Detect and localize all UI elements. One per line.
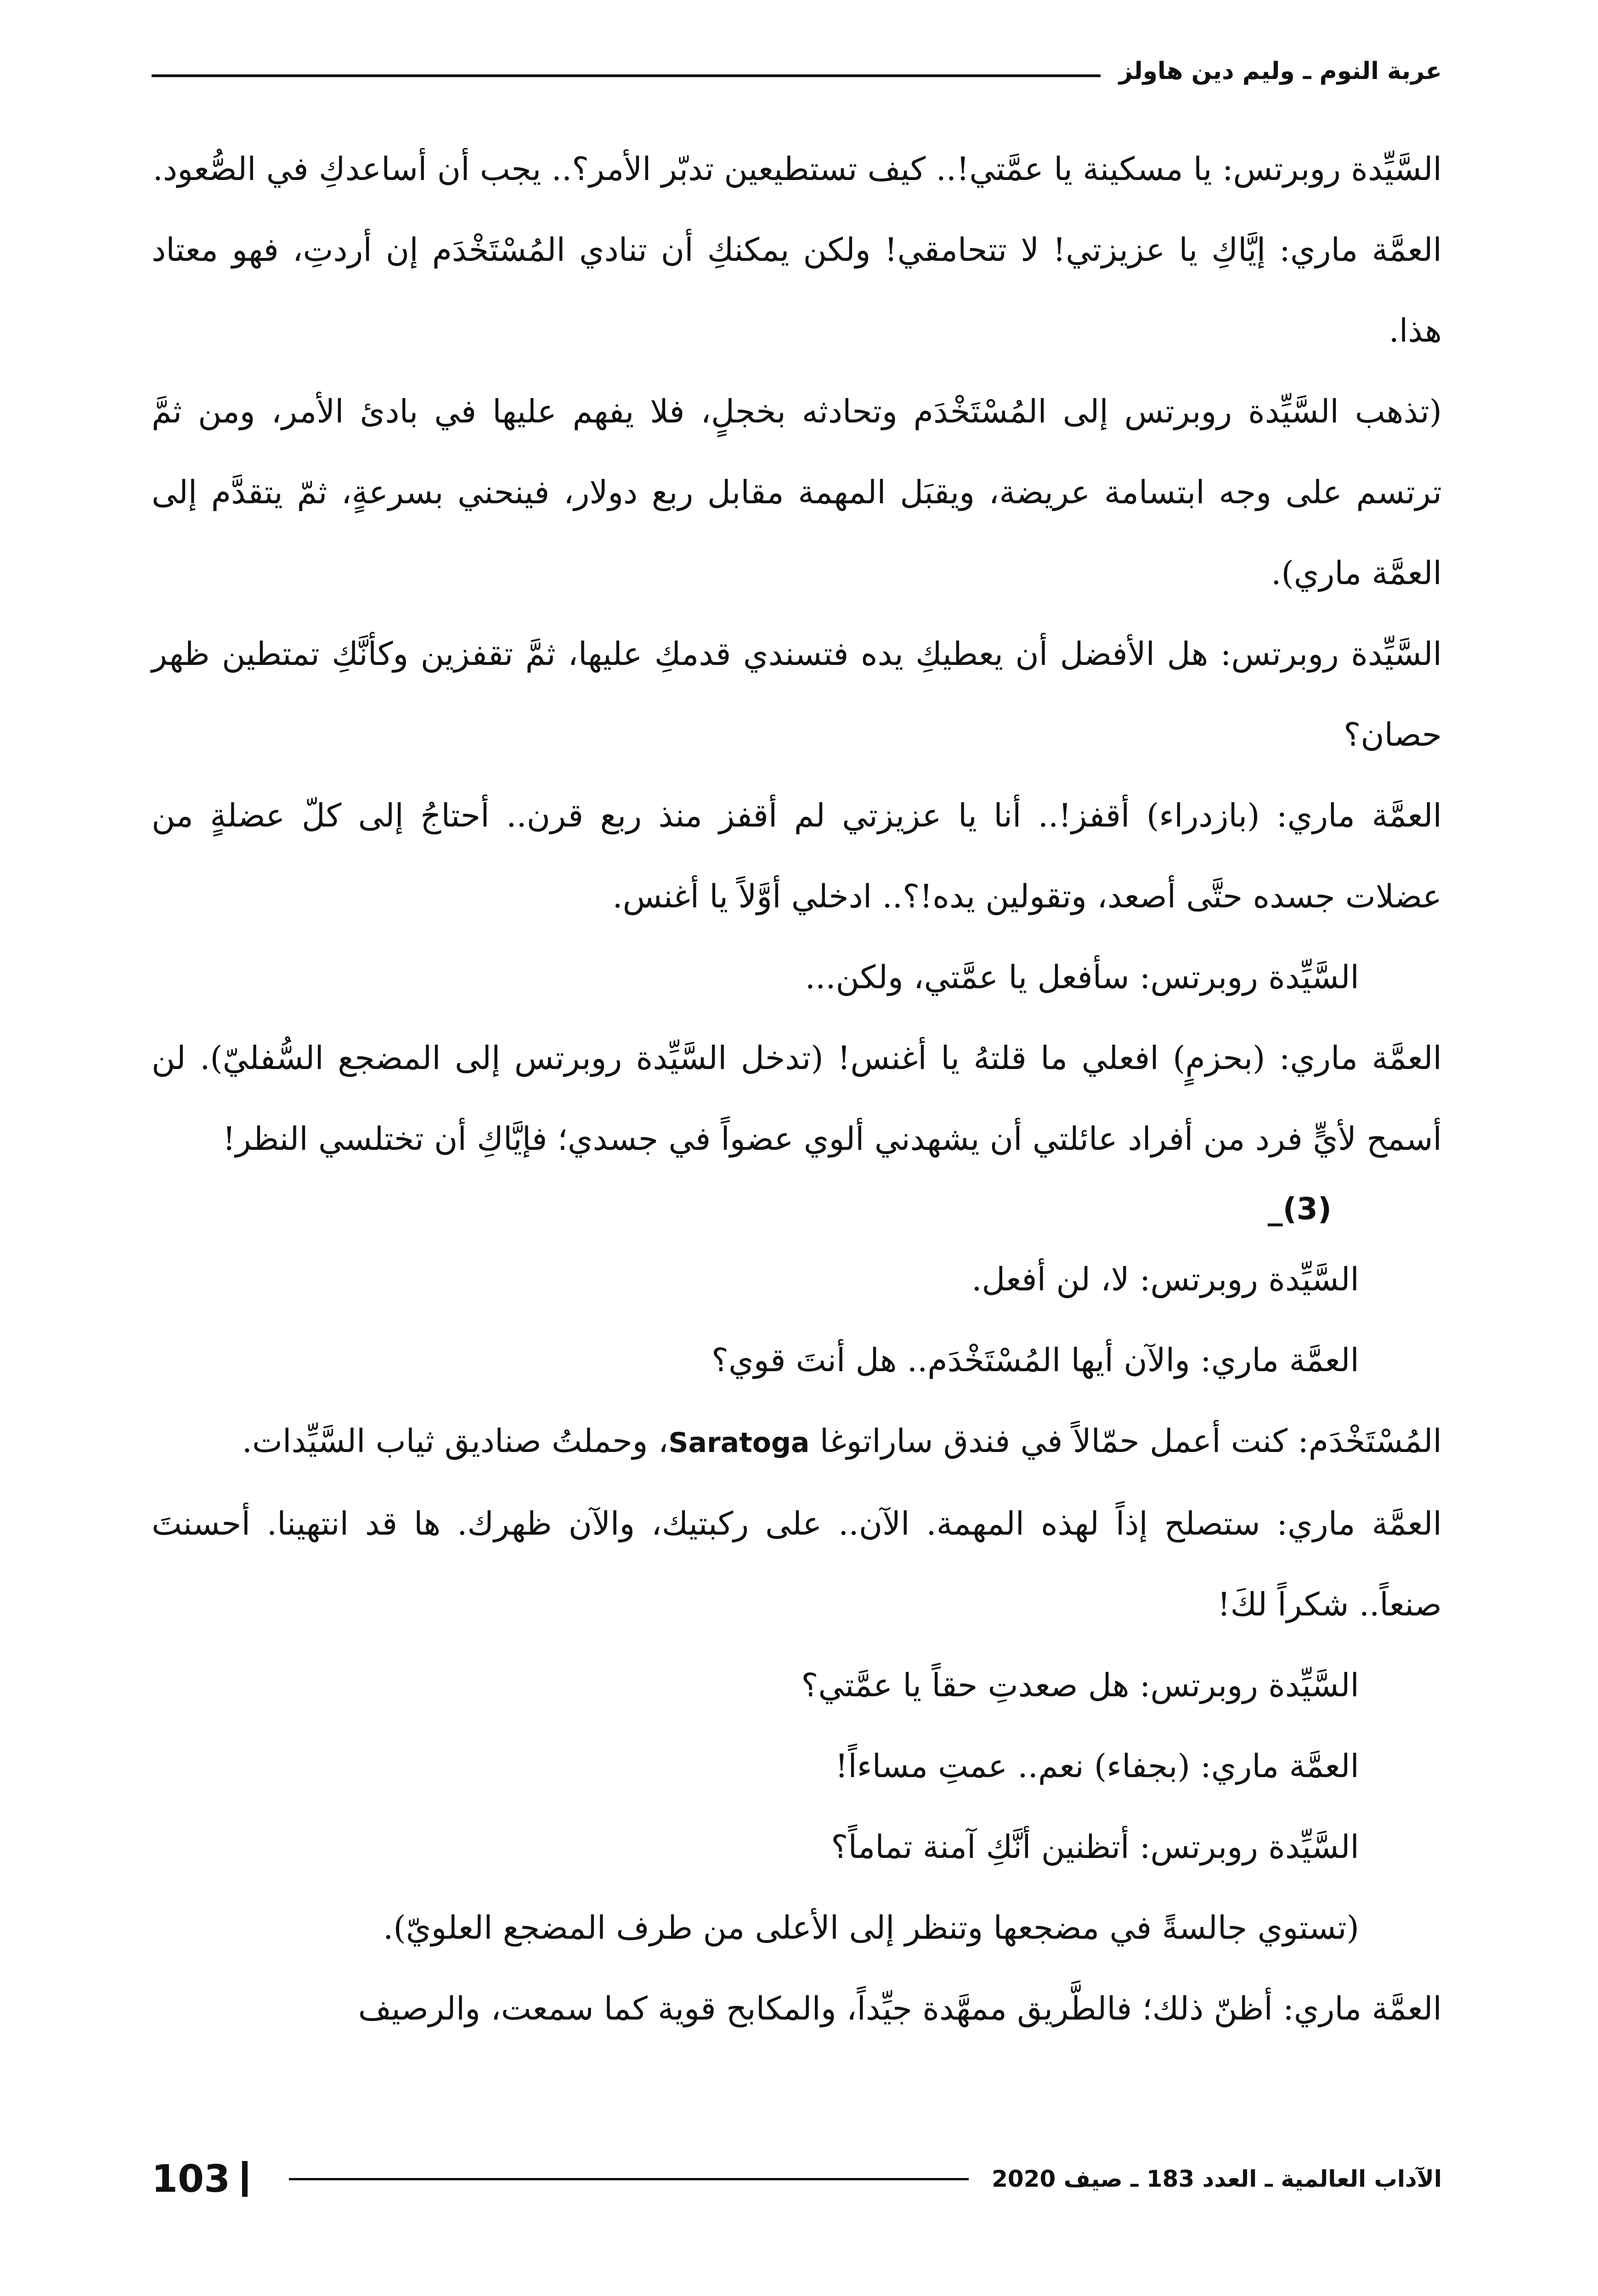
header-rule: [152, 74, 1101, 77]
paragraph: السَّيِّدة روبرتس: هل الأفضل أن يعطيكِ يده فتسندي قدمكِ عليها، ثمَّ تقفزين وكأنَّكِ تمتطين ظهر حصان؟: [152, 635, 1442, 754]
journal-issue: الآداب العالمية ـ العدد 183 ـ صيف 2020: [992, 2166, 1442, 2192]
paragraph: (تذهب السَّيِّدة روبرتس إلى المُسْتَخْدَم وتحادثه بخجلٍ، فلا يفهم عليها في بادئ الأمر، ومن ثمَّ ترتسم على وجه ابتسامة عريضة، ويقبَل المهمة مقابل ربع دولار، فينحني بسرعةٍ، ثمّ يتقدَّم إلى العمَّة ماري).: [152, 393, 1442, 592]
paragraph: السَّيِّدة روبرتس: سأفعل يا عمَّتي، ولكن...: [805, 958, 1359, 996]
paragraph: العمَّة ماري: (بحزمٍ) افعلي ما قلتهُ يا أغنس! (تدخل السَّيِّدة روبرتس إلى المضجع السُّفليّ). لن أسمح لأيٍّ فرد من أفراد عائلتي أن يشهدني ألوي عضواً في جسدي؛ فإيَّاكِ أن تختلسي النظر!: [152, 1039, 1442, 1158]
page-footer: [152, 2154, 1442, 2204]
footer-rule: [289, 2178, 969, 2180]
paragraph: السَّيِّدة روبرتس: أتظنين أنَّكِ آمنة تماماً؟: [831, 1828, 1359, 1866]
paragraph: العمَّة ماري: ستصلح إذاً لهذه المهمة. الآن.. على ركبتيك، والآن ظهرك. ها قد انتهينا. أحسنتَ صنعاً.. شكراً لكَ!: [152, 1505, 1442, 1623]
paragraph: السَّيِّدة روبرتس: يا مسكينة يا عمَّتي!.. كيف تستطيعين تدبّر الأمر؟.. يجب أن أساعدكِ في الصُّعود.: [152, 150, 1442, 188]
scene-marker: _(3): [1267, 1191, 1332, 1227]
paragraph: العمَّة ماري: (بازدراء) أقفز!.. أنا يا عزيزتي لم أقفز منذ ربع قرن.. أحتاجُ إلى كلّ عضلةٍ من عضلات جسده حتَّى أصعد، وتقولين يده!؟.. ادخلي أوَّلاً يا أغنس.: [152, 797, 1442, 915]
running-header: [152, 51, 1442, 92]
page-body: [152, 129, 1442, 2049]
porter-line-start: المُسْتَخْدَم: كنت أعمل حمّالاً في فندق ساراتوغا: [819, 1422, 1442, 1460]
paragraph: العمَّة ماري: والآن أيها المُسْتَخْدَم.. هل أنتَ قوي؟: [711, 1341, 1359, 1379]
paragraph: السَّيِّدة روبرتس: لا، لن أفعل.: [971, 1261, 1359, 1298]
paragraph: السَّيِّدة روبرتس: هل صعدتِ حقاً يا عمَّتي؟: [801, 1666, 1359, 1704]
page-number: 103: [152, 2157, 231, 2201]
porter-latin-word: Saratoga: [668, 1427, 810, 1459]
page-number-bar: [242, 2161, 248, 2197]
porter-line-end: ، وحملتُ صناديق ثياب السَّيِّدات.: [242, 1422, 669, 1460]
stage-direction: (تستوي جالسةً في مضجعها وتنظر إلى الأعلى من طرف المضجع العلويّ).: [383, 1909, 1359, 1947]
paragraph: العمَّة ماري: أظنّ ذلك؛ فالطَّريق ممهَّدة جيِّداً، والمكابح قوية كما سمعت، والرصيف: [358, 1990, 1442, 2027]
running-title: عربة النوم ـ وليم دين هاولز: [1118, 57, 1442, 85]
paragraph: العمَّة ماري: (بجفاء) نعم.. عمتِ مساءاً!: [835, 1747, 1359, 1785]
paragraph: [152, 1401, 1442, 1483]
paragraph: العمَّة ماري: إيَّاكِ يا عزيزتي! لا تتحامقي! ولكن يمكنكِ أن تنادي المُسْتَخْدَم إن أردتِ، فهو معتاد هذا.: [152, 231, 1442, 349]
